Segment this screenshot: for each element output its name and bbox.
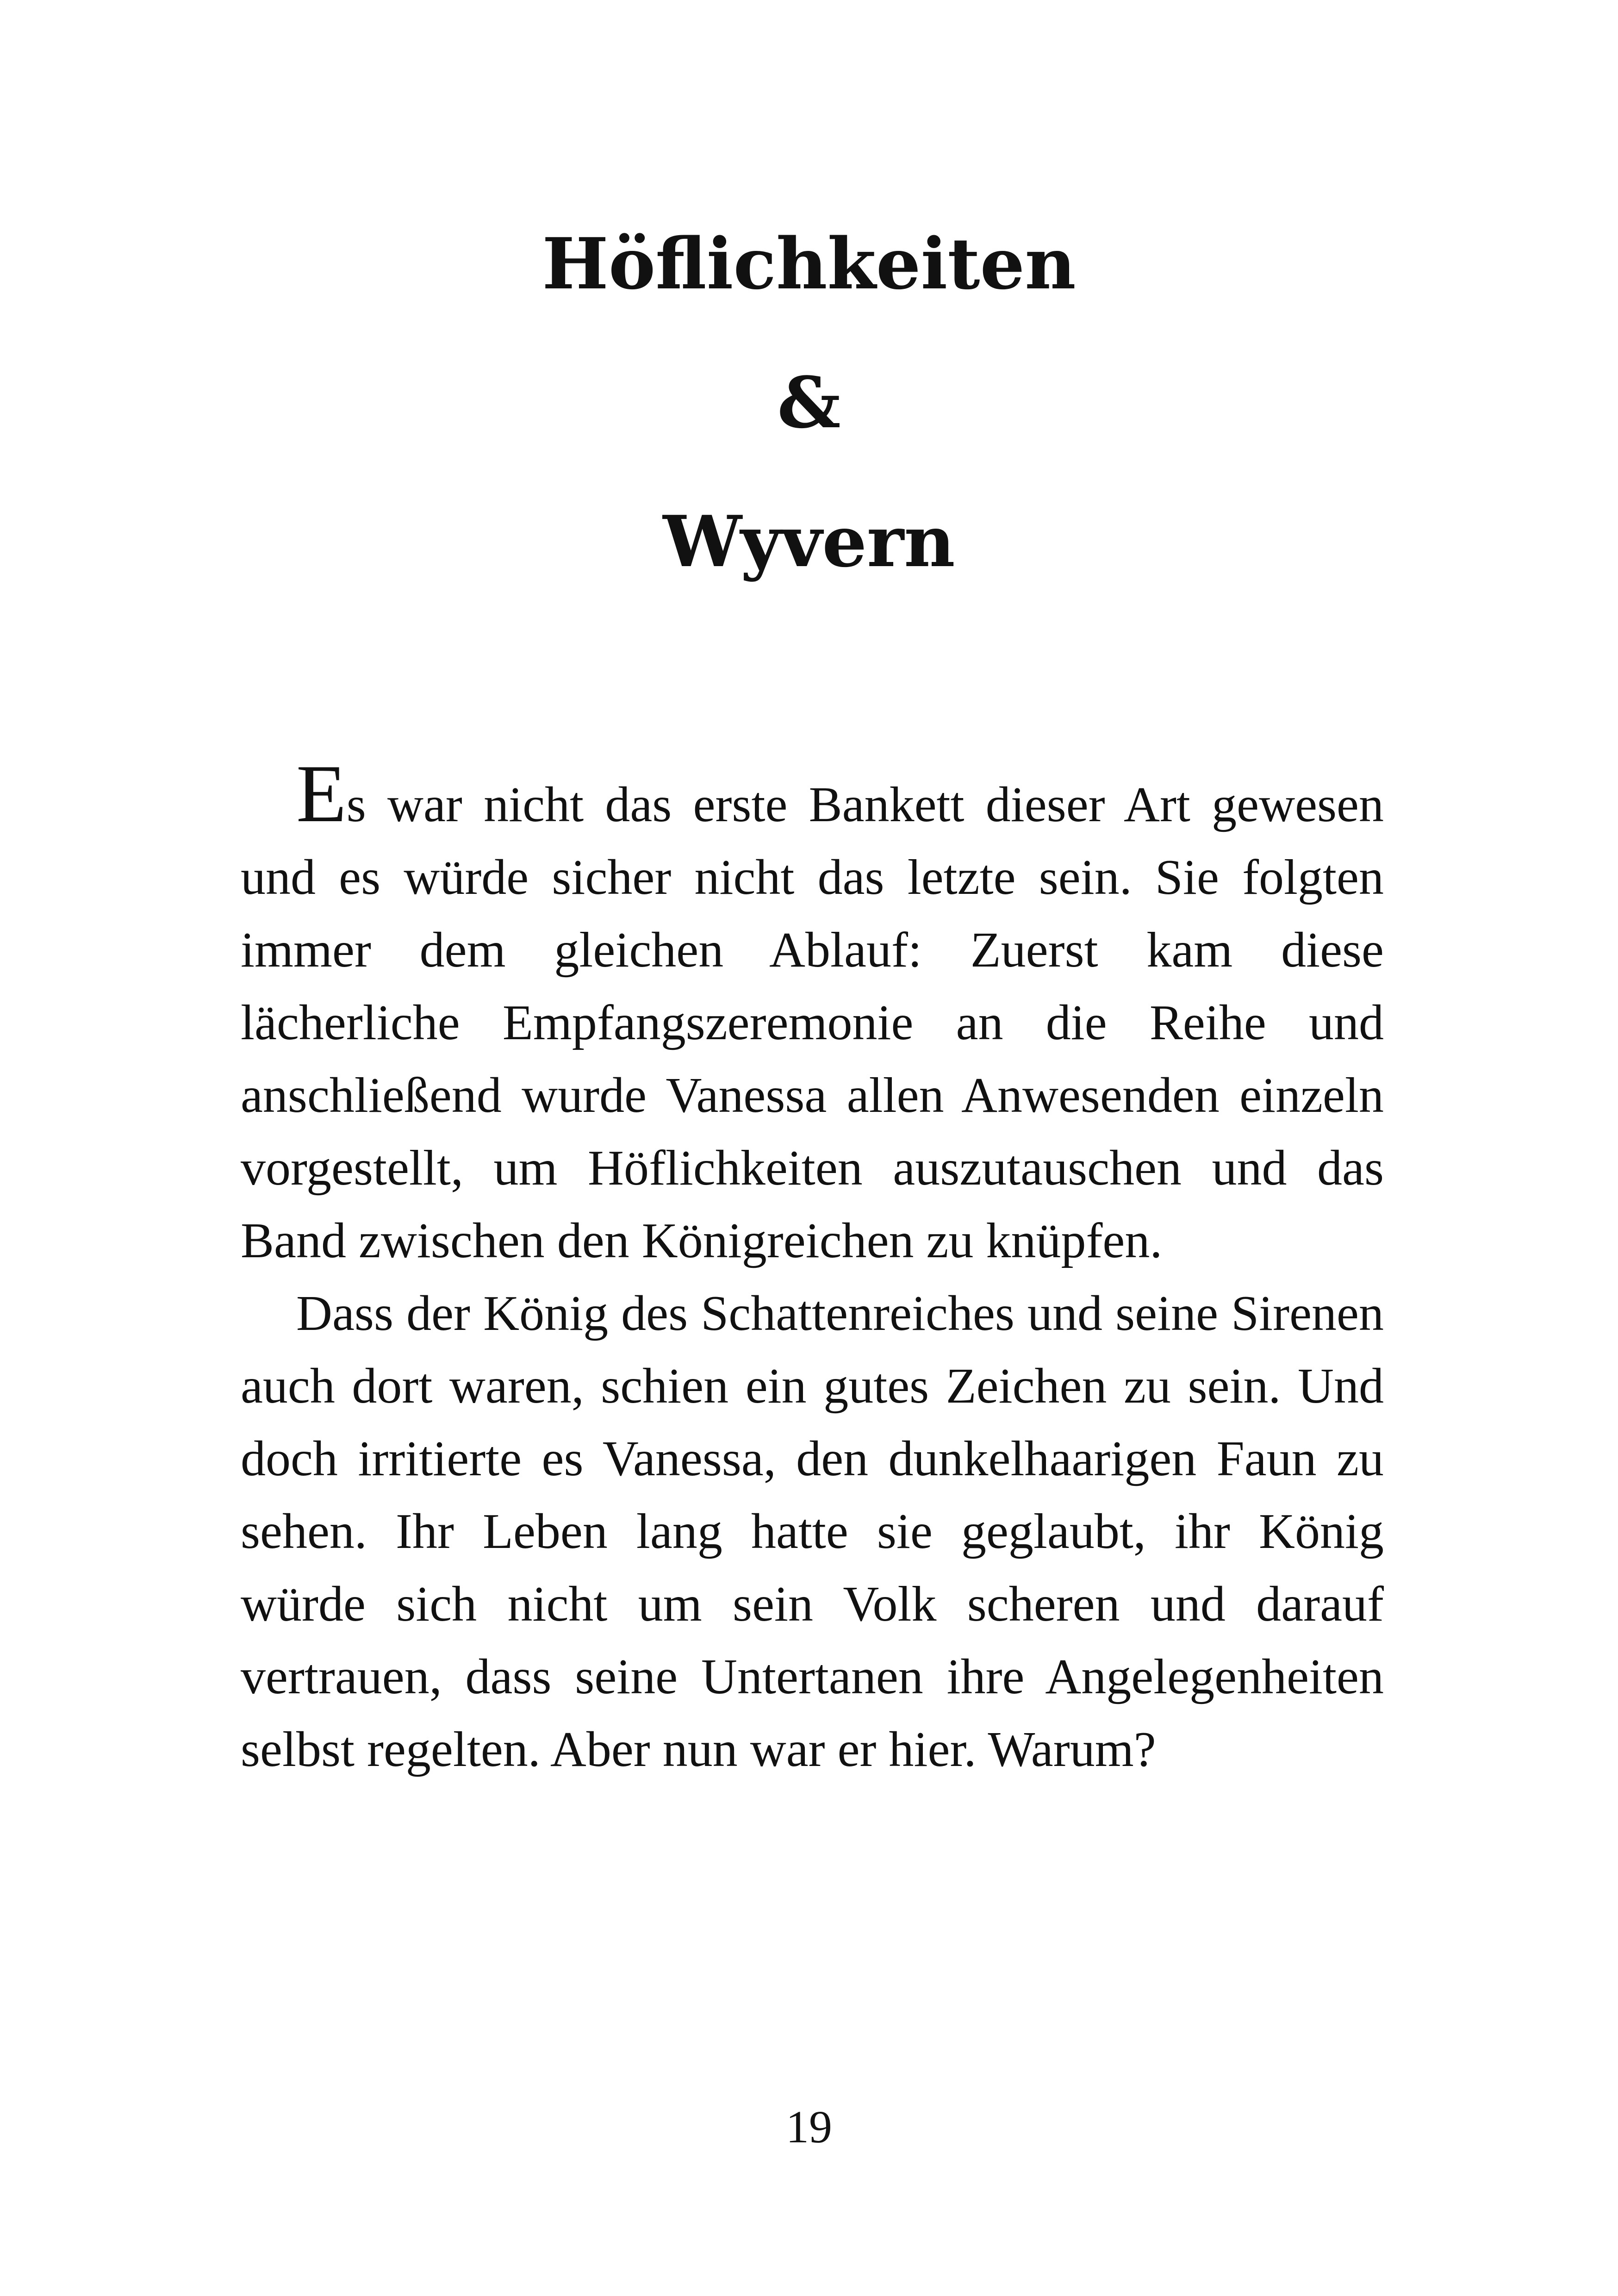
paragraph-text: s war nicht das erste Bankett dieser Art gewesen und es würde sicher nicht das letzte sein. Sie folgten immer dem gleichen Ablauf: Zuerst kam diese lächerliche Empfangszeremonie an die Reihe und anschließend wurde Vanessa allen Anwesenden einzeln vorgestellt, um Höflichkeiten auszutauschen und das Band zwischen den Königreichen zu knüpfen. xyxy=(241,777,1384,1268)
page-number: 19 xyxy=(786,2101,832,2152)
chapter-title-ampersand: & xyxy=(777,361,841,444)
chapter-body xyxy=(241,748,1384,1786)
paragraph: Dass der König des Schattenreiches und seine Sirenen auch dort waren, schien ein gutes Zeichen zu sein. Und doch irritierte es Vanessa, den dunkelhaarigen Faun zu sehen. Ihr Leben lang hatte sie geglaubt, ihr König würde sich nicht um sein Volk scheren und darauf vertrauen, dass seine Untertanen ihre Angelegenheiten selbst regelten. Aber nun war er hier. Warum? xyxy=(241,1286,1384,1777)
chapter-title-line-2: Wyvern xyxy=(663,500,955,583)
chapter-title xyxy=(0,194,1618,611)
initial-letter: E xyxy=(296,748,347,839)
paragraph xyxy=(241,748,1384,1277)
chapter-title-line-1: Höflichkeiten xyxy=(542,222,1076,305)
